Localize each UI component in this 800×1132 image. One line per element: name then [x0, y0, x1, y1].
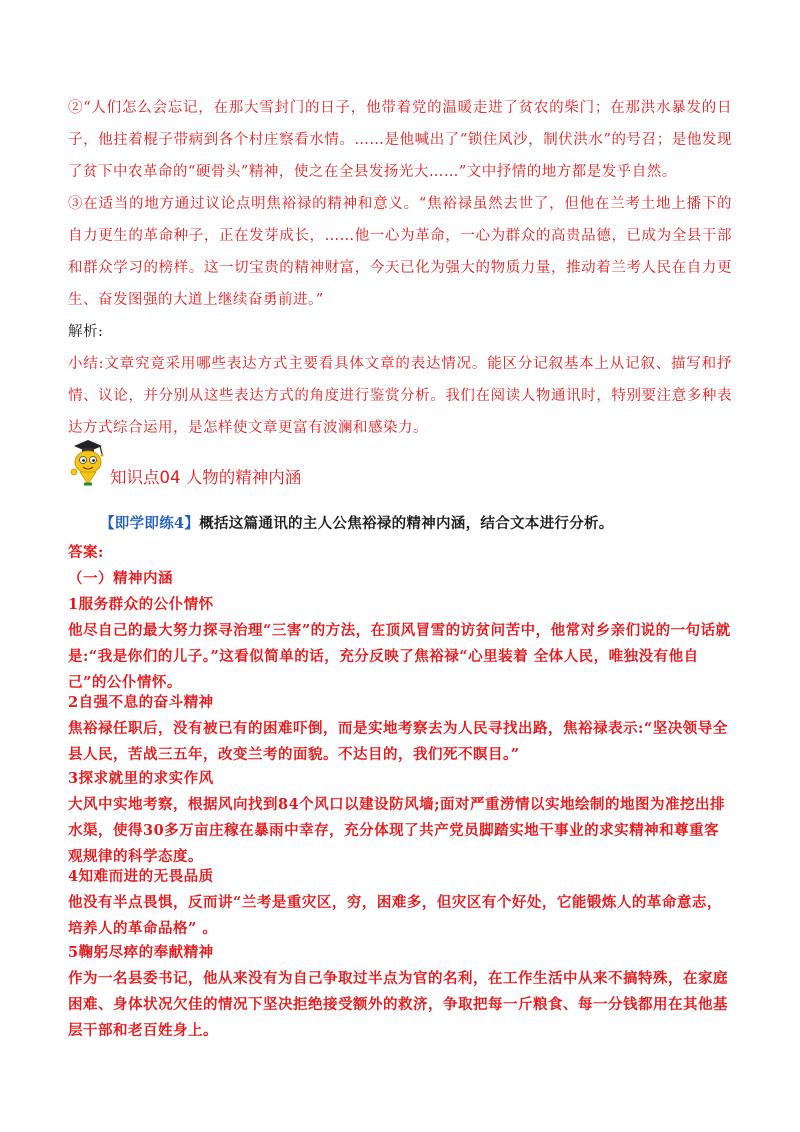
summary-paragraph: 小结:文章究竟采用哪些表达方式主要看具体文章的表达情况。能区分记叙基本上从记叙、描写和抒情、议论，并分别从这些表达方式的角度进行鉴赏分析。我们在阅读人物通讯时，特别要注意多种表达方式综合运用，是怎样使文章更富有波澜和感染力。 — [68, 356, 732, 436]
item-4-title: 4知难而进的无畏品质 — [68, 868, 214, 885]
exercise-text: 概括这篇通讯的主人公焦裕禄的精神内涵，结合文本进行分析。 — [199, 515, 614, 532]
answer-label: 答案: — [68, 544, 104, 561]
knowledge-point-title: 知识点04 人物的精神内涵 — [110, 468, 302, 487]
item-5-title: 5鞠躬尽瘁的奉献精神 — [68, 944, 214, 961]
item-3-title: 3探求就里的求实作风 — [68, 770, 214, 787]
item-1-title: 1服务群众的公仆情怀 — [68, 596, 214, 613]
paragraph-2: ②“人们怎么会忘记，在那大雪封门的日子，他带着党的温暖走进了贫农的柴门；在那洪水暴发的日子，他拄着棍子带病到各个村庄察看水情。……是他喊出了“锁住风沙，制伏洪水”的号召；是他发现了贫下中农革命的“硬骨头”精神，使之在全县发扬光大……”文中抒情的地方都是发乎自然。 — [68, 100, 732, 180]
item-2-title: 2自强不息的奋斗精神 — [68, 694, 214, 711]
answer-section-title: （一）精神内涵 — [68, 570, 173, 587]
item-5-body: 作为一名县委书记，他从来没有为自己争取过半点为官的名利，在工作生活中从来不搞特殊，在家庭困难、身体状况欠佳的情况下坚决拒绝接受额外的救济，争取把每一斤粮食、每一分钱都用在其他基层干部和老百姓身上。 — [68, 970, 728, 1039]
item-1-body: 他尽自己的最大努力探寻治理“三害”的方法，在顶风冒雪的访贫问苦中，他常对乡亲们说的一句话就是:“我是你们的儿子。”这看似简单的话，充分反映了焦裕禄“心里装着 全体人民，唯独没有他自己”的公仆情怀。 — [68, 622, 731, 691]
graduate-cap-icon — [62, 438, 110, 486]
item-3-body: 大风中实地考察，根据风向找到84个风口以建设防风墙;面对严重涝情以实地绘制的地图为准挖出排水渠，使得30多万亩庄稼在暴雨中幸存，充分体现了共产党员脚踏实地干事业的求实精神和尊重客观规律的科学态度。 — [68, 796, 726, 865]
exercise-tag: 【即学即练4】 — [100, 515, 200, 532]
paragraph-3: ③在适当的地方通过议论点明焦裕禄的精神和意义。“焦裕禄虽然去世了，但他在兰考土地上播下的自力更生的革命种子，正在发芽成长，……他一心为革命，一心为群众的高贵品德，已成为全县干部和群众学习的榜样。这一切宝贵的精神财富，今天已化为强大的物质力量，推动着兰考人民在自力更生、奋发图强的大道上继续奋勇前进。” — [68, 196, 732, 308]
exercise-question — [100, 512, 740, 533]
item-4-body: 他没有半点畏惧，反而讲“兰考是重灾区，穷，困难多，但灾区有个好处，它能锻炼人的革命意志，培养人的革命品格” 。 — [68, 894, 722, 937]
item-2-body: 焦裕禄任职后，没有被已有的困难吓倒，而是实地考察去为人民寻找出路，焦裕禄表示:“坚决领导全县人民，苦战三五年，改变兰考的面貌。不达目的，我们死不瞑目。” — [68, 720, 728, 763]
analysis-label: 解析: — [68, 324, 104, 340]
knowledge-point-heading — [62, 438, 402, 486]
